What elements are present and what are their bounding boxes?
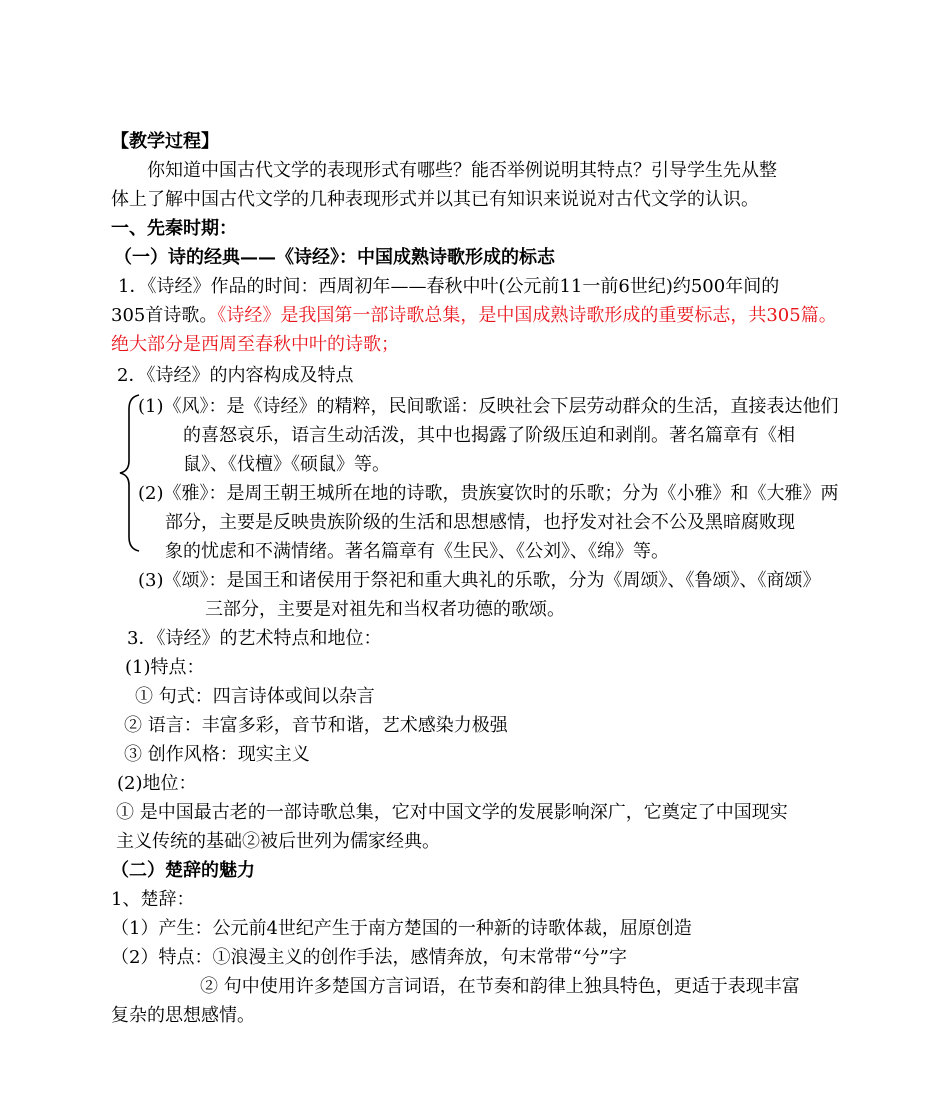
point-1-highlight-line-3: 绝大部分是西周至春秋中叶的诗歌； [111,334,399,355]
intro-line-1: 你知道中国古代文学的表现形式有哪些？能否举例说明其特点？引导学生先从整 [147,160,777,181]
section-title: 【教学过程】 [111,131,219,152]
point-1-plain-text: 305首诗歌。 [111,305,218,326]
status-heading: (2)地位： [117,773,197,794]
chuci-origin: （1）产生：公元前4世纪产生于南方楚国的一种新的诗歌体裁，屈原创造 [111,918,692,939]
ya-line-2: 部分，主要是反映贵族阶级的生活和思想感情，也抒发对社会不公及黑暗腐败现 [165,512,795,533]
song-line-1: (3)《颂》：是国王和诸侯用于祭祀和重大典礼的乐歌，分为《周颂》、《鲁颂》、《商颂》 [138,570,821,591]
features-heading: (1)特点： [125,657,205,678]
subheading-shijing: （一）诗的经典——《诗经》：中国成熟诗歌形成的标志 [114,247,555,268]
chuci-feature-1: （2）特点：①浪漫主义的创作手法，感情奔放，句末常带“兮”字 [111,947,627,968]
ya-line-3: 象的忧虑和不满情绪。著名篇章有《生民》、《公刘》、《绵》等。 [165,541,669,562]
point-2-heading: 2．《诗经》的内容构成及特点 [117,365,354,386]
feature-item-3: ③ 创作风格：现实主义 [124,744,310,765]
point-1-line-2 [111,301,837,331]
feng-line-3: 鼠》、《伐檀》《硕鼠》等。 [183,454,390,475]
heading-pre-qin: 一、先秦时期： [111,218,237,239]
feng-line-2: 的喜怒哀乐，语言生动活泼，其中也揭露了阶级压迫和剥削。著名篇章有《相 [183,425,795,446]
status-line-1: ① 是中国最古老的一部诗歌总集，它对中国文学的发展影响深广，它奠定了中国现实 [116,802,788,823]
chuci-feature-2-cont: 复杂的思想感情。 [111,1005,255,1026]
feng-line-1: (1)《风》：是《诗经》的精粹，民间歌谣：反映社会下层劳动群众的生活，直接表达他们 [138,396,839,417]
feature-item-1: ① 句式：四言诗体或间以杂言 [135,686,375,707]
chuci-feature-2: ② 句中使用许多楚国方言词语，在节奏和韵律上独具特色，更适于表现丰富 [200,976,800,997]
song-line-2: 三部分，主要是对祖先和当权者功德的歌颂。 [205,599,565,620]
point-3-heading: 3．《诗经》的艺术特点和地位： [127,628,382,649]
status-line-2: 主义传统的基础②被后世列为儒家经典。 [116,831,440,852]
chuci-heading: 1、楚辞： [111,889,195,910]
intro-line-2: 体上了解中国古代文学的几种表现形式并以其已有知识来说说对古代文学的认识。 [111,189,759,210]
point-1-highlight-text: 《诗经》是我国第一部诗歌总集，是中国成熟诗歌形成的重要标志，共305篇。 [217,305,837,326]
subheading-chuci: （二）楚辞的魅力 [111,860,255,881]
point-1-line-1: 1．《诗经》作品的时间：西周初年——春秋中叶(公元前11一前6世纪)约500年间的 [118,276,780,297]
ya-line-1: (2)《雅》：是周王朝王城所在地的诗歌，贵族宴饮时的乐歌；分为《小雅》和《大雅》两 [138,483,839,504]
feature-item-2: ② 语言：丰富多彩，音节和谐，艺术感染力极强 [124,715,508,736]
